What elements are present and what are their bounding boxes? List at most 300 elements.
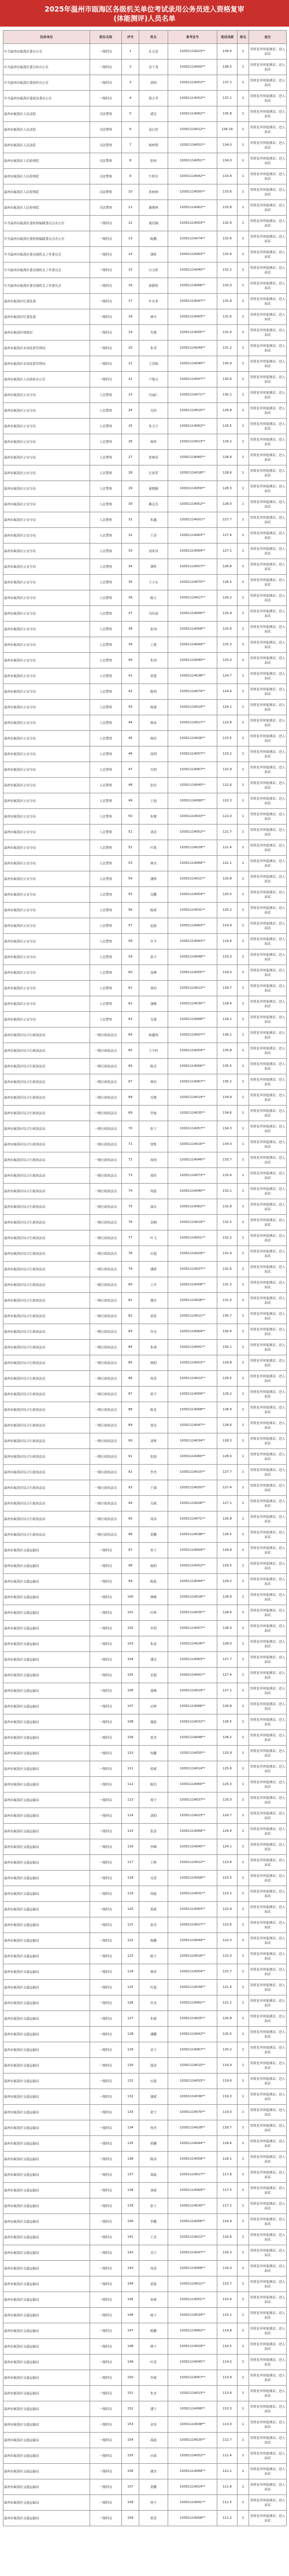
cell-rank: 1 — [238, 309, 249, 325]
cell-name: 蒋鹏 — [139, 2136, 168, 2152]
table-row — [3, 1293, 287, 1309]
cell-name: 郑浩 — [139, 981, 168, 996]
cell-rank: 1 — [238, 91, 249, 106]
cell-position: 人民警察 — [90, 590, 122, 606]
cell-unit: 温州市瓯海区公安分局 — [3, 622, 90, 637]
cell-note: 资格复审体能测试、进入面试 — [249, 715, 287, 731]
cell-position: 人民警察 — [90, 684, 122, 700]
cell-note: 资格复审体能测试、进入面试 — [249, 91, 287, 106]
cell-name: 林涛 — [139, 1964, 168, 1980]
cell-exam-id: 10301114047** — [168, 372, 217, 387]
cell-score: 133.8 — [217, 169, 238, 184]
cell-position: 一级科员 — [90, 1871, 122, 1886]
cell-note: 资格复审体能测试、进入面试 — [249, 2027, 287, 2042]
table-row — [3, 1855, 287, 1871]
cell-unit: 温州市瓯海区人民法院 — [3, 106, 90, 122]
cell-index: 55 — [122, 887, 139, 903]
cell-rank: 1 — [238, 2433, 249, 2448]
cell-score: 121.4 — [217, 1980, 238, 1995]
table-row — [3, 2292, 287, 2308]
cell-index: 14 — [122, 247, 139, 263]
cell-index: 26 — [122, 434, 139, 450]
cell-position: 一级行政执法员 — [90, 1137, 122, 1152]
table-row — [3, 949, 287, 965]
cell-rank: 1 — [238, 2464, 249, 2479]
table-row — [3, 1527, 287, 1543]
cell-score: 128.3 — [217, 1433, 238, 1449]
cell-note: 资格复审体能测试、进入面试 — [249, 1855, 287, 1871]
cell-score: 132.0 — [217, 278, 238, 294]
cell-exam-id: 10301114051** — [168, 2292, 217, 2308]
cell-index: 74 — [122, 1184, 139, 1199]
cell-note: 资格复审体能测试、进入面试 — [249, 544, 287, 559]
cell-position: 一级科员 — [90, 1902, 122, 1917]
cell-name: 应超 — [139, 1246, 168, 1262]
cell-unit: 温州市瓯海区交通运输局 — [3, 1871, 90, 1886]
cell-rank: 1 — [238, 965, 249, 981]
cell-index: 57 — [122, 918, 139, 934]
cell-rank: 1 — [238, 153, 249, 169]
cell-position: 一级行政执法员 — [90, 1262, 122, 1277]
cell-score: 131.0 — [217, 1293, 238, 1309]
table-row — [3, 2323, 287, 2339]
cell-exam-id: 10301114039** — [168, 1980, 217, 1995]
cell-rank: 1 — [238, 1683, 249, 1699]
cell-index: 66 — [122, 1059, 139, 1074]
cell-position: 一级科员 — [90, 1558, 122, 1574]
cell-name: 杨阳 — [139, 1558, 168, 1574]
table-row — [3, 1824, 287, 1839]
col-header-unit: 招录单位 — [3, 31, 90, 44]
cell-position: 一级科员 — [90, 278, 122, 294]
cell-name: 叶磊 — [139, 1980, 168, 1995]
cell-exam-id: 10301114012** — [168, 1855, 217, 1871]
cell-score: 112.4 — [217, 2448, 238, 2464]
table-row — [3, 1496, 287, 1511]
cell-name: 牛明光 — [139, 169, 168, 184]
cell-index: 109 — [122, 1730, 139, 1746]
cell-index: 94 — [122, 1496, 139, 1511]
cell-note: 资格复审体能测试、进入面试 — [249, 184, 287, 200]
cell-position: 一级科员 — [90, 75, 122, 91]
cell-unit: 温州市瓯海区综合行政执法局 — [3, 1387, 90, 1402]
cell-rank: 1 — [238, 1230, 249, 1246]
cell-rank: 1 — [238, 1340, 249, 1355]
cell-name: 郑宁 — [139, 1793, 168, 1808]
cell-rank: 1 — [238, 668, 249, 684]
cell-index: 137 — [122, 2167, 139, 2183]
cell-unit: 温州市瓯海区交通运输局 — [3, 1933, 90, 1949]
cell-rank: 1 — [238, 169, 249, 184]
cell-position: 司法警察 — [90, 138, 122, 153]
cell-name: 王宇轩 — [139, 1043, 168, 1059]
cell-index: 104 — [122, 1652, 139, 1668]
cell-name: 叶飞 — [139, 1230, 168, 1246]
cell-unit: 温州市瓯海区公安分局 — [3, 403, 90, 419]
cell-score: 127.7 — [217, 1465, 238, 1480]
cell-position: 一级科员 — [90, 2042, 122, 2058]
cell-rank: 1 — [238, 450, 249, 465]
cell-name: 袁启智 — [139, 122, 168, 138]
cell-exam-id: 10301114052** — [168, 497, 217, 512]
cell-rank: 1 — [238, 684, 249, 700]
cell-position: 一级科员 — [90, 2308, 122, 2323]
cell-score: 111.5 — [217, 2495, 238, 2511]
cell-note: 资格复审体能测试、进入面试 — [249, 512, 287, 528]
cell-rank: 1 — [238, 2105, 249, 2120]
cell-note: 资格复审体能测试、进入面试 — [249, 590, 287, 606]
cell-index: 156 — [122, 2464, 139, 2479]
cell-rank: 1 — [238, 559, 249, 575]
cell-note: 资格复审体能测试、进入面试 — [249, 2214, 287, 2230]
cell-position: 人民警察 — [90, 934, 122, 949]
cell-exam-id: 10301114047** — [168, 294, 217, 309]
table-row — [3, 1808, 287, 1824]
cell-unit: 温州市瓯海区人民法院 — [3, 138, 90, 153]
cell-note: 资格复审体能测试、进入面试 — [249, 2120, 287, 2136]
cell-exam-id: 10301114026** — [168, 1496, 217, 1511]
cell-index: 134 — [122, 2120, 139, 2136]
cell-unit: 温州市瓯海区交通运输局 — [3, 2214, 90, 2230]
cell-unit: 温州市瓯海区综合行政执法局 — [3, 1277, 90, 1293]
cell-name: 陈龙 — [139, 1402, 168, 1418]
cell-score: 120.8 — [217, 871, 238, 887]
cell-position: 一级科员 — [90, 1714, 122, 1730]
cell-score: 128.6 — [217, 1418, 238, 1433]
cell-rank: 1 — [238, 2323, 249, 2339]
cell-position: 一级科员 — [90, 1839, 122, 1855]
cell-position: 人民警察 — [90, 871, 122, 887]
cell-unit: 温州市瓯海区交通运输局 — [3, 1917, 90, 1933]
cell-exam-id: 10301114071** — [168, 1511, 217, 1527]
cell-index: 54 — [122, 871, 139, 887]
cell-unit: 温州市瓯海区交通运输局 — [3, 1574, 90, 1590]
table-row — [3, 1839, 287, 1855]
cell-note: 资格复审体能测试、进入面试 — [249, 434, 287, 450]
cell-exam-id: 10301114054** — [168, 1043, 217, 1059]
cell-unit: 温州市瓯海区交通运输局 — [3, 2245, 90, 2261]
cell-unit: 温州市瓯海区公安分局 — [3, 840, 90, 856]
cell-position: 一级行政执法员 — [90, 1340, 122, 1355]
cell-unit: 温州市瓯海区综合行政执法局 — [3, 1262, 90, 1277]
cell-exam-id: 10301114034** — [168, 2308, 217, 2323]
table-row — [3, 356, 287, 372]
cell-index: 23 — [122, 387, 139, 403]
cell-note: 资格复审体能测试、进入面试 — [249, 2495, 287, 2511]
cell-score: 126.8 — [217, 1511, 238, 1527]
cell-position: 一级科员 — [90, 2105, 122, 2120]
cell-name: 周磊 — [139, 1886, 168, 1902]
cell-unit: 温州市瓯海区交通运输局 — [3, 1949, 90, 1964]
cell-index: 50 — [122, 809, 139, 825]
cell-unit: 温州市瓯海区交通运输局 — [3, 1730, 90, 1746]
cell-position: 一级科员 — [90, 2292, 122, 2308]
cell-index: 61 — [122, 981, 139, 996]
cell-score: 119.3 — [217, 949, 238, 965]
cell-rank: 1 — [238, 1668, 249, 1683]
cell-position: 一级科员 — [90, 2495, 122, 2511]
cell-position: 一级科员 — [90, 1995, 122, 2011]
cell-rank: 1 — [238, 1074, 249, 1090]
cell-name: 何鹏 — [139, 1746, 168, 1761]
cell-position: 一级科员 — [90, 294, 122, 309]
cell-score: 134.0 — [217, 138, 238, 153]
cell-index: 133 — [122, 2105, 139, 2120]
cell-score: 133.8 — [217, 200, 238, 216]
cell-score: 124.4 — [217, 1824, 238, 1839]
cell-rank: 1 — [238, 856, 249, 871]
cell-name: 朱天宇 — [139, 419, 168, 434]
cell-rank: 1 — [238, 2152, 249, 2167]
cell-position: 一级科员 — [90, 2136, 122, 2152]
table-row — [3, 184, 287, 200]
cell-note: 资格复审体能测试、进入面试 — [249, 1387, 287, 1402]
cell-note: 资格复审体能测试、进入面试 — [249, 1043, 287, 1059]
cell-exam-id: 10301114020** — [168, 2433, 217, 2448]
cell-score: 129.5 — [217, 1558, 238, 1574]
table-row — [3, 1699, 287, 1714]
cell-exam-id: 10301114037** — [168, 1793, 217, 1808]
cell-score: 124.1 — [217, 700, 238, 715]
table-row — [3, 731, 287, 746]
cell-name: 朱杰 — [139, 2386, 168, 2401]
cell-note: 资格复审体能测试、进入面试 — [249, 1683, 287, 1699]
cell-position: 一级科员 — [90, 44, 122, 60]
cell-exam-id: 10301114040** — [168, 356, 217, 372]
cell-note: 资格复审体能测试、进入面试 — [249, 1293, 287, 1309]
cell-name: 吴浩 — [139, 403, 168, 419]
cell-exam-id: 10301114032** — [168, 1714, 217, 1730]
cell-name: 张柏林 — [139, 184, 168, 200]
cell-score: 118.1 — [217, 1012, 238, 1028]
cell-score: 128.6 — [217, 465, 238, 481]
cell-unit: 温州市瓯海区交通运输局 — [3, 2401, 90, 2417]
cell-rank: 1 — [238, 1402, 249, 1418]
cell-rank: 1 — [238, 184, 249, 200]
cell-name: 林阳 — [139, 1355, 168, 1371]
cell-note: 资格复审体能测试、进入面试 — [249, 216, 287, 231]
cell-note: 资格复审体能测试、进入面试 — [249, 450, 287, 465]
cell-note: 资格复审体能测试、进入面试 — [249, 341, 287, 356]
cell-note: 资格复审体能测试、进入面试 — [249, 200, 287, 216]
table-row — [3, 138, 287, 153]
cell-position: 一级行政执法员 — [90, 1465, 122, 1480]
cell-index: 36 — [122, 590, 139, 606]
cell-rank: 1 — [238, 1761, 249, 1777]
cell-index: 118 — [122, 1871, 139, 1886]
cell-exam-id: 10301114054** — [168, 887, 217, 903]
cell-note: 资格复审体能测试、进入面试 — [249, 1558, 287, 1574]
cell-exam-id: 10301114019** — [168, 1215, 217, 1230]
cell-index: 60 — [122, 965, 139, 981]
cell-unit: 温州市瓯海区交通运输局 — [3, 1621, 90, 1636]
cell-rank: 1 — [238, 1137, 249, 1152]
cell-rank: 1 — [238, 1168, 249, 1184]
table-row — [3, 668, 287, 684]
cell-name: 林浩 — [139, 1074, 168, 1090]
cell-unit: 温州市瓯海区综合行政执法局 — [3, 1480, 90, 1496]
cell-exam-id: 10301114028** — [168, 2120, 217, 2136]
cell-index: 91 — [122, 1449, 139, 1465]
table-row — [3, 1230, 287, 1246]
cell-name: 应辉 — [139, 1699, 168, 1714]
cell-note: 资格复审体能测试、进入面试 — [249, 762, 287, 778]
cell-name: 谢斌 — [139, 2089, 168, 2105]
cell-exam-id: 10301114057** — [168, 559, 217, 575]
table-row — [3, 1886, 287, 1902]
table-row — [3, 1714, 287, 1730]
cell-name: 王小东 — [139, 575, 168, 590]
cell-unit: 温州市瓯海区综合行政执法局 — [3, 1496, 90, 1511]
cell-exam-id: 10301114057** — [168, 746, 217, 762]
cell-exam-id: 10301114062** — [168, 2323, 217, 2339]
cell-unit: 温州市瓯海区交通运输局 — [3, 2198, 90, 2214]
cell-exam-id: 10301114057** — [168, 2370, 217, 2386]
cell-note: 资格复审体能测试、进入面试 — [249, 2355, 287, 2370]
cell-name: 蒋平 — [139, 1387, 168, 1402]
cell-rank: 1 — [238, 575, 249, 590]
cell-exam-id: 10301114004** — [168, 1543, 217, 1558]
cell-position: 人民警察 — [90, 528, 122, 544]
cell-score: 127.4 — [217, 1480, 238, 1496]
cell-unit: 温州市瓯海区交通运输局 — [3, 2370, 90, 2386]
cell-index: 89 — [122, 1418, 139, 1433]
cell-unit: 中共温州市瓯海区委直属机关工作委员会 — [3, 247, 90, 263]
cell-index: 80 — [122, 1277, 139, 1293]
cell-name: 徐柏 — [139, 75, 168, 91]
cell-position: 一级行政执法员 — [90, 1511, 122, 1527]
cell-exam-id: 10301114014** — [168, 700, 217, 715]
cell-exam-id: 10301114036** — [168, 2089, 217, 2105]
table-row — [3, 2339, 287, 2355]
cell-rank: 1 — [238, 2479, 249, 2495]
cell-exam-id: 10301114029** — [168, 840, 217, 856]
cell-position: 人民警察 — [90, 450, 122, 465]
cell-exam-id: 10301114044** — [168, 2136, 217, 2152]
cell-name: 李杰 — [139, 1465, 168, 1480]
cell-score: 122.3 — [217, 793, 238, 809]
cell-exam-id: 10301114063** — [168, 309, 217, 325]
cell-position: 司法警察 — [90, 122, 122, 138]
cell-note: 资格复审体能测试、进入面试 — [249, 1028, 287, 1043]
table-row — [3, 325, 287, 341]
table-row — [3, 2105, 287, 2120]
cell-index: 25 — [122, 419, 139, 434]
cell-note: 资格复审体能测试、进入面试 — [249, 1902, 287, 1917]
cell-name: 蔡吉孝 — [139, 91, 168, 106]
cell-unit: 温州市瓯海区公安分局 — [3, 762, 90, 778]
cell-index: 130 — [122, 2058, 139, 2074]
table-row — [3, 653, 287, 668]
cell-position: 一级科员 — [90, 1574, 122, 1590]
cell-score: 134.0 — [217, 1137, 238, 1152]
cell-note: 资格复审体能测试、进入面试 — [249, 122, 287, 138]
cell-exam-id: 10301114035** — [168, 1106, 217, 1121]
cell-rank: 1 — [238, 1246, 249, 1262]
cell-name: 钱昕 — [139, 247, 168, 263]
cell-name: 张宁 — [139, 2198, 168, 2214]
cell-position: 人民警察 — [90, 918, 122, 934]
cell-exam-id: 10301114073** — [168, 1168, 217, 1184]
cell-exam-id: 10301114056** — [168, 1059, 217, 1074]
cell-score: 118.1 — [217, 2152, 238, 2167]
cell-score: 126.2 — [217, 590, 238, 606]
cell-rank: 1 — [238, 2214, 249, 2230]
cell-name: 周涛 — [139, 2261, 168, 2276]
cell-name: 叶宏菲 — [139, 294, 168, 309]
cell-position: 司法警察 — [90, 184, 122, 200]
cell-score: 114.8 — [217, 2323, 238, 2339]
table-row — [3, 2152, 287, 2167]
cell-unit: 温州市瓯海区公安分局 — [3, 653, 90, 668]
cell-name: 李峰 — [139, 1839, 168, 1855]
cell-exam-id: 10301114031** — [168, 1886, 217, 1902]
table-row — [3, 106, 287, 122]
cell-unit: 温州市瓯海区交通运输局 — [3, 1995, 90, 2011]
cell-rank: 1 — [238, 1106, 249, 1121]
cell-unit: 温州市瓯海区交通运输局 — [3, 2230, 90, 2245]
cell-exam-id: 10301114035** — [168, 1605, 217, 1621]
cell-unit: 温州市瓯海区交通运输局 — [3, 2261, 90, 2276]
cell-exam-id: 10301114045** — [168, 778, 217, 793]
cell-unit: 温州市瓯海区人民法院 — [3, 122, 90, 138]
cell-rank: 1 — [238, 1121, 249, 1137]
cell-exam-id: 10301114041** — [168, 1668, 217, 1683]
cell-score: 115.4 — [217, 2292, 238, 2308]
cell-exam-id: 10301114063** — [168, 1652, 217, 1668]
cell-unit: 温州市瓯海区交通运输局 — [3, 1699, 90, 1714]
table-row — [3, 1106, 287, 1121]
cell-exam-id: 10301114052** — [168, 75, 217, 91]
cell-rank: 1 — [238, 544, 249, 559]
cell-unit: 温州市瓯海区交通运输局 — [3, 1761, 90, 1777]
cell-note: 资格复审体能测试、进入面试 — [249, 1371, 287, 1387]
cell-position: 一级科员 — [90, 2386, 122, 2401]
cell-name: 刘斌 — [139, 2183, 168, 2198]
cell-unit: 温州市瓯海区公安分局 — [3, 715, 90, 731]
cell-index: 20 — [122, 341, 139, 356]
table-row — [3, 2027, 287, 2042]
cell-position: 一级科员 — [90, 1793, 122, 1808]
cell-unit: 温州市瓯海区交通运输局 — [3, 1590, 90, 1605]
cell-rank: 1 — [238, 1090, 249, 1106]
cell-unit: 温州市瓯海区综合行政执法局 — [3, 1121, 90, 1137]
cell-exam-id: 10301114016** — [168, 1137, 217, 1152]
cell-unit: 温州市瓯海区交通运输局 — [3, 1839, 90, 1855]
cell-rank: 1 — [238, 590, 249, 606]
cell-exam-id: 10301114057** — [168, 1121, 217, 1137]
cell-exam-id: 10301114062** — [168, 419, 217, 434]
cell-position: 一级行政执法员 — [90, 1371, 122, 1387]
table-row — [3, 122, 287, 138]
cell-note: 资格复审体能测试、进入面试 — [249, 2448, 287, 2464]
cell-rank: 1 — [238, 1886, 249, 1902]
table-row — [3, 1028, 287, 1043]
table-row — [3, 871, 287, 887]
cell-note: 资格复审体能测试、进入面试 — [249, 1324, 287, 1340]
table-row — [3, 965, 287, 981]
cell-exam-id: 10301114054** — [168, 1964, 217, 1980]
cell-position: 人民警察 — [90, 512, 122, 528]
table-row — [3, 793, 287, 809]
cell-index: 146 — [122, 2308, 139, 2323]
cell-note: 资格复审体能测试、进入面试 — [249, 622, 287, 637]
cell-name: 林杰 — [139, 856, 168, 871]
cell-score: 118.4 — [217, 2136, 238, 2152]
cell-note: 资格复审体能测试、进入面试 — [249, 1090, 287, 1106]
cell-unit: 温州市瓯海区公安分局 — [3, 934, 90, 949]
table-row — [3, 294, 287, 309]
